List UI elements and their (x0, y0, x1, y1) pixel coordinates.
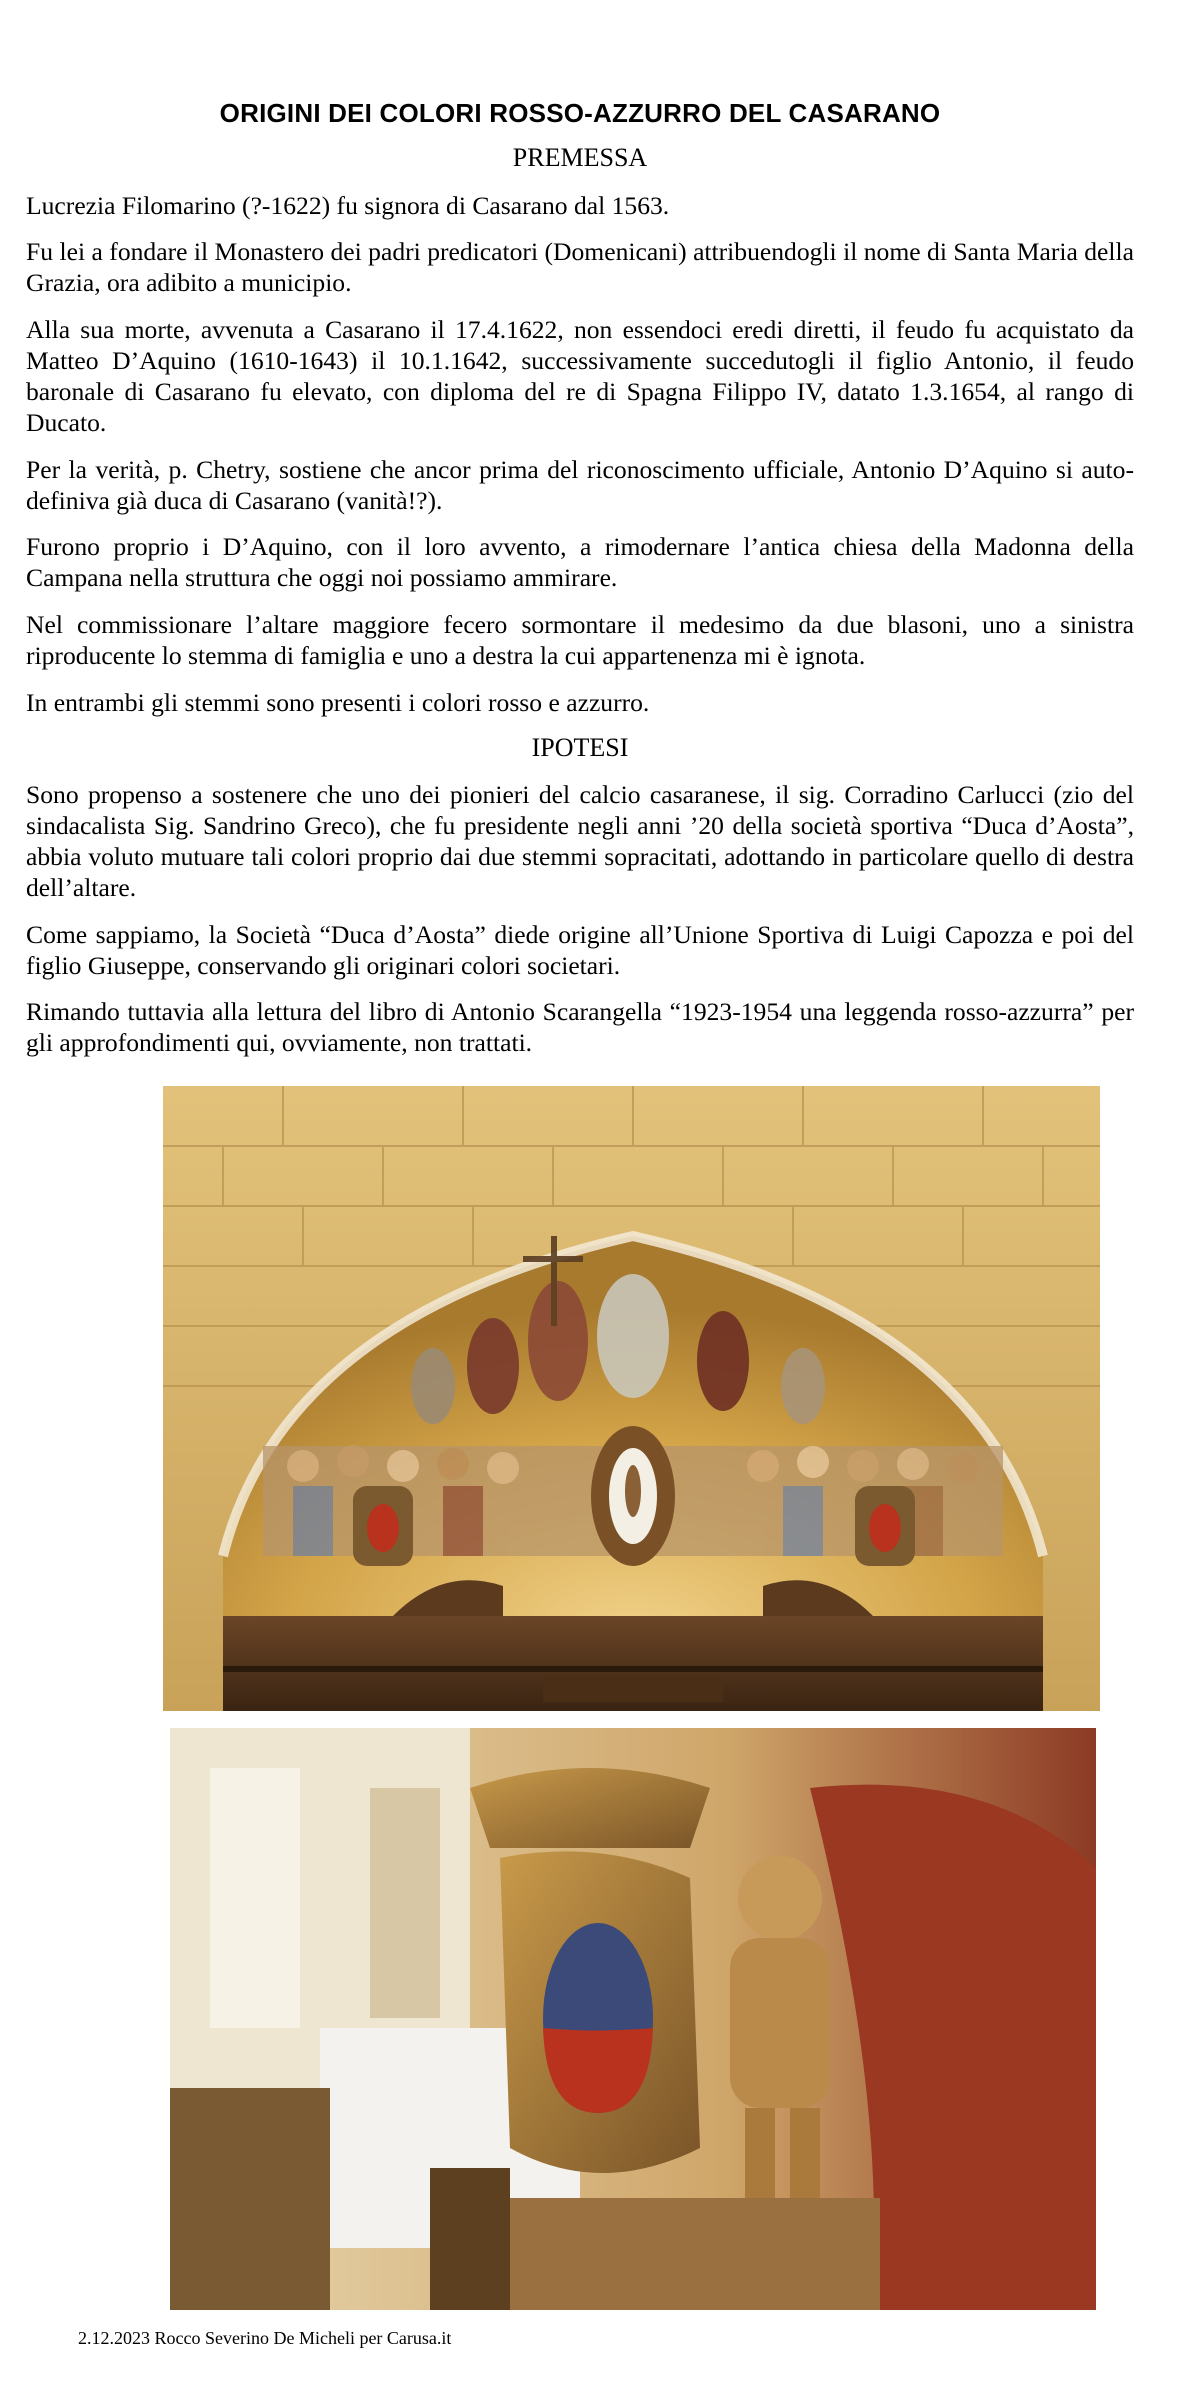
paragraph-5: Furono proprio i D’Aquino, con il loro avvento, a rimodernare l’antica chiesa della Madonna della Campana nella struttura che oggi noi possiamo ammirare. (26, 532, 1134, 592)
document-title: ORIGINI DEI COLORI ROSSO-AZZURRO DEL CASARANO (219, 98, 941, 128)
paragraph-6: Nel commissionare l’altare maggiore fecero sormontare il medesimo da due blasoni, uno a sinistra riproducente lo stemma di famiglia e uno a destra la cui appartenenza mi è ignota. (26, 610, 1134, 670)
coat-of-arms-closeup-photo (170, 1728, 1096, 2310)
paragraph-10: Rimando tuttavia alla lettura del libro di Antonio Scarangella “1923-1954 una leggenda rosso-azzurra” per gli approfondimenti qui, ovviamente, non trattati. (26, 997, 1134, 1057)
document-footer: 2.12.2023 Rocco Severino De Micheli per Carusa.it (78, 2328, 452, 2348)
paragraph-2: Fu lei a fondare il Monastero dei padri predicatori (Domenicani) attribuendogli il nome di Santa Maria della Grazia, ora adibito a municipio. (26, 237, 1134, 297)
paragraph-8: Sono propenso a sostenere che uno dei pionieri del calcio casaranese, il sig. Corradino Carlucci (zio del sindacalista Sig. Sandrino Greco), che fu presidente negli anni ’20 della società sportiva “Duca d’Aosta”, abbia voluto mutuare tali colori proprio dai due stemmi sopracitati, adottando in particolare quello di destra dell’altare. (26, 780, 1134, 902)
paragraph-1: Lucrezia Filomarino (?-1622) fu signora di Casarano dal 1563. (26, 191, 670, 220)
paragraph-3: Alla sua morte, avvenuta a Casarano il 17.4.1622, non essendoci eredi diretti, il feudo fu acquistato da Matteo D’Aquino (1610-1643) il 10.1.1642, successivamente succedutogli il figlio Antonio, il feudo baronale di Casarano fu elevato, con diploma del re di Spagna Filippo IV, datato 1.3.1654, al rango di Ducato. (26, 315, 1134, 437)
paragraph-9: Come sappiamo, la Società “Duca d’Aosta” diede origine all’Unione Sportiva di Luigi Capozza e poi del figlio Giuseppe, conservando gli originari colori societari. (26, 920, 1134, 980)
paragraph-7: In entrambi gli stemmi sono presenti i colori rosso e azzurro. (26, 688, 650, 717)
paragraph-4: Per la verità, p. Chetry, sostiene che ancor prima del riconoscimento ufficiale, Antonio D’Aquino si auto-definiva già duca di Casarano (vanità!?). (26, 455, 1134, 515)
altar-fresco-photo (163, 1086, 1100, 1711)
section-heading-premessa: PREMESSA (512, 143, 648, 172)
section-heading-ipotesi: IPOTESI (531, 733, 629, 762)
